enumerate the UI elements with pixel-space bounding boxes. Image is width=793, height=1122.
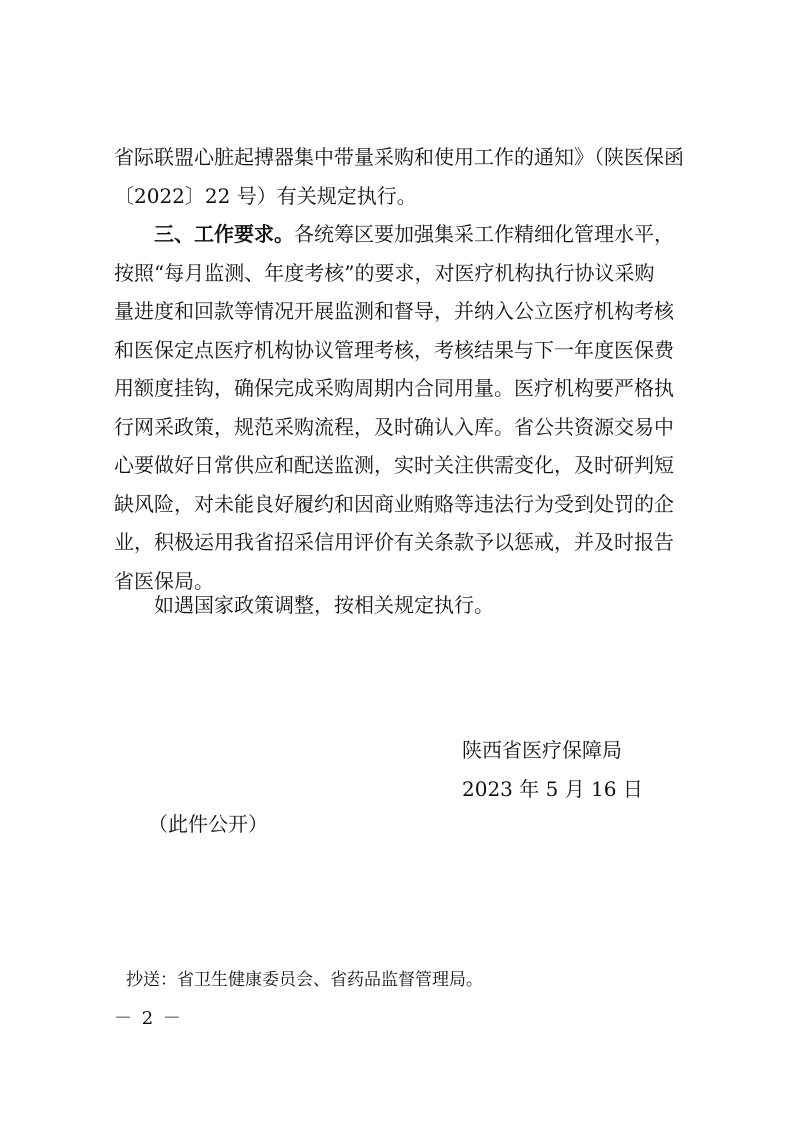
signature-organization: 陕西省医疗保障局 xyxy=(462,738,622,762)
text-line: 如遇国家政策调整，按相关规定执行。 xyxy=(154,593,494,617)
text-line: 〔2022〕22 号）有关规定执行。 xyxy=(114,183,417,208)
text-line: 省医保局。 xyxy=(114,568,214,593)
text-line: 按照“每月监测、年度考核”的要求，对医疗机构执行协议采购 xyxy=(114,260,655,285)
text-line: 行网采政策，规范采购流程，及时确认入库。省公共资源交易中 xyxy=(114,414,674,439)
section-heading: 三、工作要求。 xyxy=(154,222,294,246)
text-fragment: 各统筹区要加强集采工作精细化管理水平， xyxy=(294,222,674,246)
text-line: 和医保定点医疗机构协议管理考核，考核结果与下一年度医保费 xyxy=(114,337,674,362)
text-line: 量进度和回款等情况开展监测和督导，并纳入公立医疗机构考核 xyxy=(114,299,674,323)
cc-line: 抄送：省卫生健康委员会、省药品监督管理局。 xyxy=(126,970,483,990)
text-line: 用额度挂钩，确保完成采购周期内合同用量。医疗机构要严格执 xyxy=(114,376,674,400)
text-line: 心要做好日常供应和配送监测，实时关注供需变化，及时研判短 xyxy=(114,453,674,477)
text-line: 缺风险，对未能良好履约和因商业贿赂等违法行为受到处罚的企 xyxy=(114,491,674,516)
paragraph-work-requirements xyxy=(114,215,694,600)
text-line xyxy=(114,215,694,254)
text-line: 省际联盟心脏起搏器集中带量采购和使用工作的通知》（陕医保函 xyxy=(114,145,684,169)
paragraph-continuation xyxy=(114,138,694,215)
page-number: － 2 － xyxy=(114,1008,183,1029)
paragraph-policy-adjustment xyxy=(114,586,694,625)
text-line: 业，积极运用我省招采信用评价有关条款予以惩戒，并及时报告 xyxy=(114,530,674,554)
disclosure-note: （此件公开） xyxy=(148,812,268,836)
signature-date: 2023 年 5 月 16 日 xyxy=(462,777,643,801)
